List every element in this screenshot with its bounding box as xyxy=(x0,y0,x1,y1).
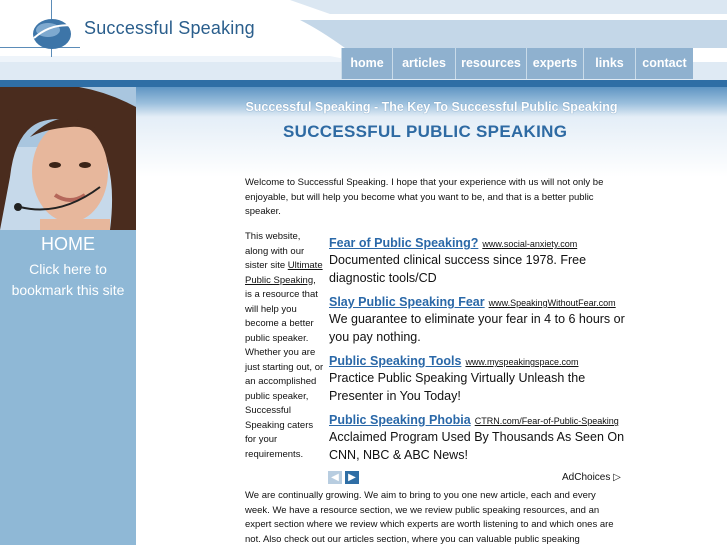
nav-experts[interactable]: experts xyxy=(526,48,583,79)
ad-description: Acclaimed Program Used By Thousands As Seen On CNN, NBC & ABC News! xyxy=(329,430,625,462)
ad-description: Practice Public Speaking Virtually Unleash the Presenter in You Today! xyxy=(329,371,586,403)
ad-description: We guarantee to eliminate your fear in 4 to 6 hours or you pay nothing. xyxy=(329,312,625,344)
ad-item xyxy=(329,234,629,287)
adchoices-icon: ▷ xyxy=(613,472,621,483)
ad-title-link[interactable]: Public Speaking Tools xyxy=(329,354,462,368)
adchoices-link[interactable] xyxy=(562,472,621,483)
nav-links[interactable]: links xyxy=(583,48,635,79)
page-subtitle: Successful Speaking - The Key To Successful Public Speaking xyxy=(245,100,618,114)
nav-resources[interactable]: resources xyxy=(455,48,526,79)
ad-url-link[interactable]: www.SpeakingWithoutFear.com xyxy=(488,298,616,308)
ad-description: Documented clinical success since 1978. Free diagnostic tools/CD xyxy=(329,253,587,285)
nav-contact[interactable]: contact xyxy=(635,48,693,79)
ad-item xyxy=(329,352,629,405)
page-title: SUCCESSFUL PUBLIC SPEAKING xyxy=(283,122,568,141)
headset-woman-photo xyxy=(0,87,136,230)
welcome-paragraph: Welcome to Successful Speaking. I hope that your experience with us will not only be enjoyable, but will help you become what you want to be, and that is a better public speaker. xyxy=(245,177,604,217)
chevron-right-icon[interactable]: ▶ xyxy=(345,471,359,484)
ad-item xyxy=(329,293,629,346)
intro-text: This website, along with our sister site xyxy=(245,231,305,271)
left-sidebar xyxy=(0,230,136,545)
ad-block xyxy=(329,234,629,470)
ultimate-public-speaking-link[interactable]: Ultimate Public Speaking xyxy=(245,260,323,286)
main-content xyxy=(136,117,727,545)
intro-text-rest: , is a resource that will help you become a better public speaker. Whether you are just starting out, or an accomplished public speaker, Successful Speaking caters for your requirements. xyxy=(245,274,324,460)
ad-url-link[interactable]: CTRN.com/Fear-of-Public-Speaking xyxy=(474,416,619,426)
ad-title-link[interactable]: Public Speaking Phobia xyxy=(329,413,471,427)
site-logo-text[interactable]: Successful Speaking xyxy=(84,18,255,38)
chevron-left-icon[interactable]: ◀ xyxy=(328,471,342,484)
ad-pagination xyxy=(328,471,359,484)
intro-paragraph xyxy=(245,230,325,462)
header-divider-bar xyxy=(0,80,727,87)
nav-home[interactable]: home xyxy=(341,48,392,79)
ad-title-link[interactable]: Fear of Public Speaking? xyxy=(329,236,479,250)
header xyxy=(0,0,727,80)
nav-articles[interactable]: articles xyxy=(392,48,455,79)
adchoices-label: AdChoices xyxy=(562,472,611,483)
ad-url-link[interactable]: www.social-anxiety.com xyxy=(482,239,578,249)
sidebar-home-link[interactable]: HOME xyxy=(41,234,95,254)
ad-title-link[interactable]: Slay Public Speaking Fear xyxy=(329,295,485,309)
main-nav xyxy=(341,48,693,79)
growing-paragraph: We are continually growing. We aim to bring to you one new article, each and every week. We have a resource section, we we review public speaking resources, and an expert section where we review which experts are worth listening to and which ones are not. Also check out our articles section, where you can valuable public speaking xyxy=(245,490,614,545)
globe-logo-icon xyxy=(30,12,78,54)
ad-url-link[interactable]: www.myspeakingspace.com xyxy=(465,357,579,367)
bookmark-link[interactable]: Click here to bookmark this site xyxy=(11,261,125,298)
ad-item xyxy=(329,411,629,464)
